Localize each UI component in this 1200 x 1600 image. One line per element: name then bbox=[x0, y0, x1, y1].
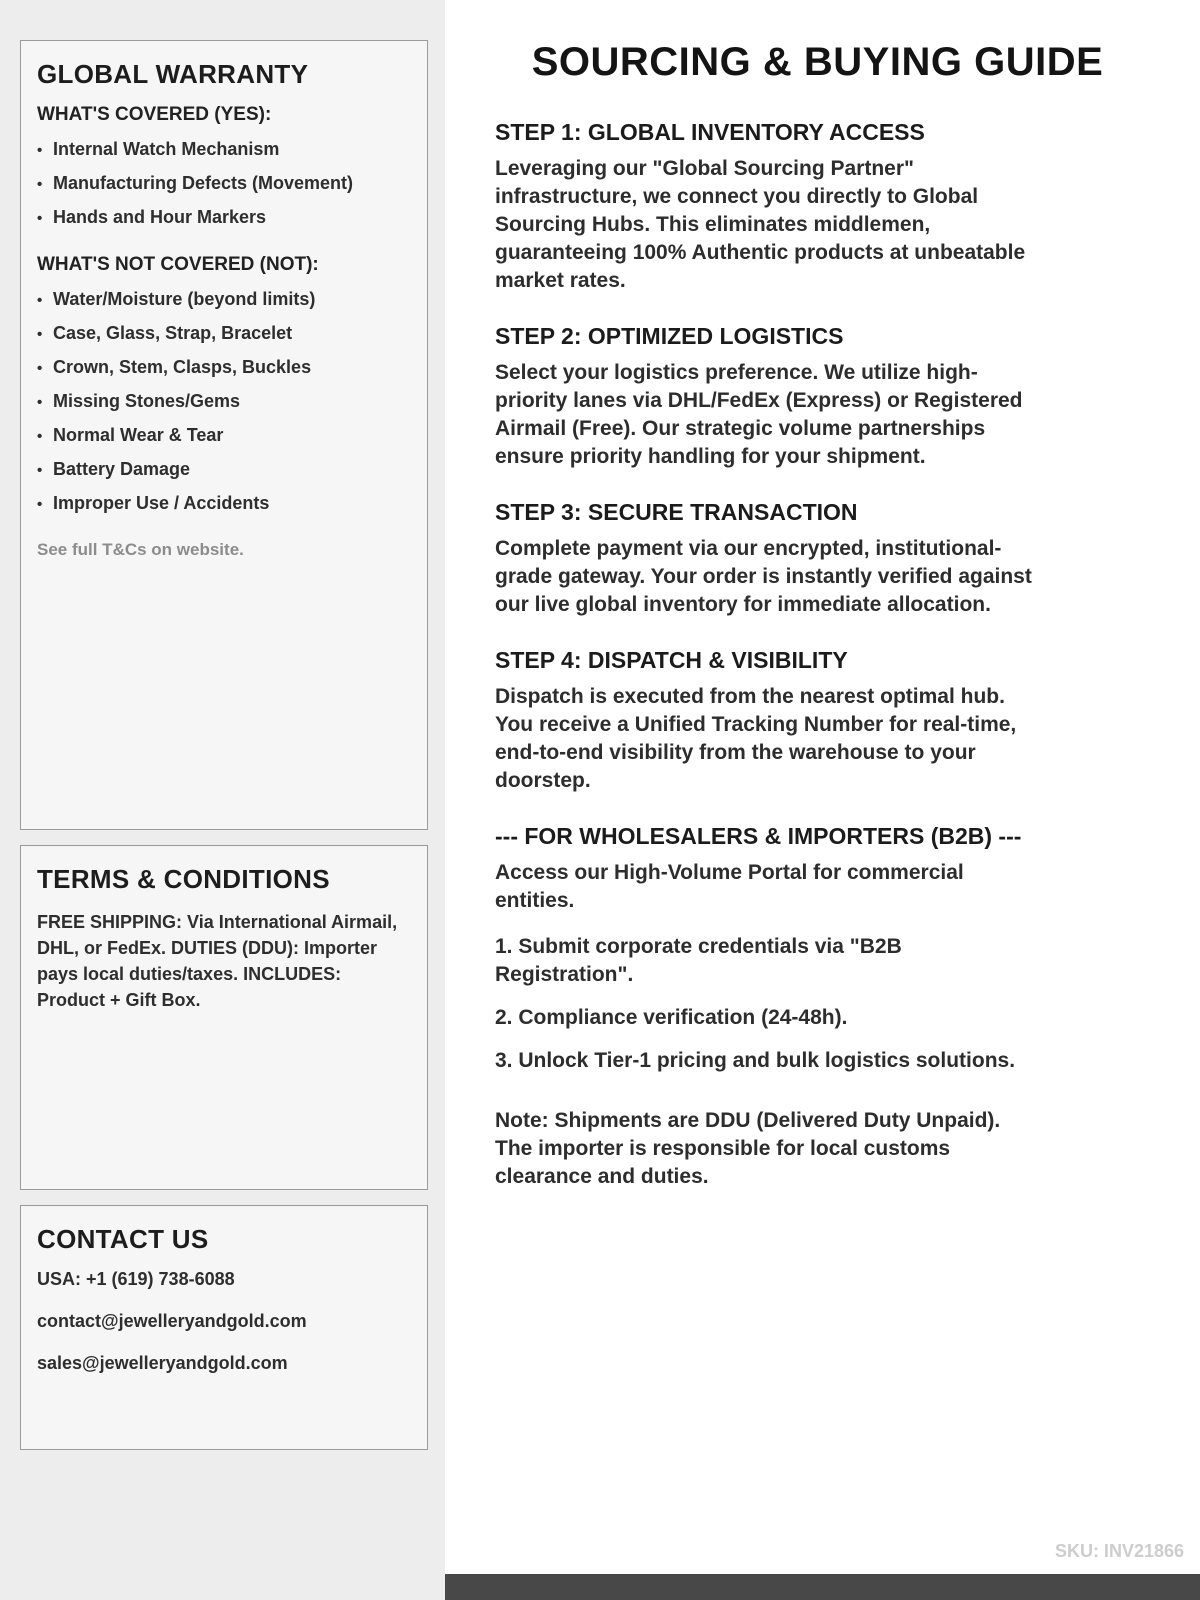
step-2-body: Select your logistics preference. We utilize high-priority lanes via DHL/FedEx (Express) or Registered Airmail (Free). Our strategic volume partnerships ensure priority handling for your shipment. bbox=[495, 361, 1023, 468]
step-2-heading: STEP 2: OPTIMIZED LOGISTICS bbox=[495, 323, 844, 349]
b2b-note: Note: Shipments are DDU (Delivered Duty Unpaid). The importer is responsible for local customs clearance and duties. bbox=[495, 1109, 1001, 1188]
b2b-intro: Access our High-Volume Portal for commercial entities. bbox=[495, 861, 964, 912]
list-item: • Crown, Stem, Clasps, Buckles bbox=[37, 356, 411, 378]
step-4-body: Dispatch is executed from the nearest optimal hub. You receive a Unified Tracking Number for real-time, end-to-end visibility from the warehouse to your doorstep. bbox=[495, 685, 1017, 792]
list-item: • Water/Moisture (beyond limits) bbox=[37, 288, 411, 310]
warranty-title: GLOBAL WARRANTY bbox=[37, 59, 309, 89]
not-covered-title: WHAT'S NOT COVERED (NOT): bbox=[37, 254, 319, 275]
step-1 bbox=[495, 119, 1140, 295]
list-item: • Improper Use / Accidents bbox=[37, 492, 411, 514]
b2b-item: 1. Submit corporate credentials via "B2B Registration". bbox=[495, 935, 902, 986]
main-content bbox=[445, 0, 1200, 1600]
sidebar bbox=[0, 0, 445, 1600]
list-item: • Case, Glass, Strap, Bracelet bbox=[37, 322, 411, 344]
contact-card bbox=[20, 1205, 428, 1450]
step-1-body: Leveraging our "Global Sourcing Partner" infrastructure, we connect you directly to Global Sourcing Hubs. This eliminates middlemen, guaranteeing 100% Authentic products at unbeatable market rates. bbox=[495, 157, 1026, 292]
warranty-footnote: See full T&Cs on website. bbox=[37, 540, 244, 559]
contact-email-primary: contact@jewelleryandgold.com bbox=[37, 1311, 307, 1331]
contact-email-sales: sales@jewelleryandgold.com bbox=[37, 1353, 288, 1373]
covered-title: WHAT'S COVERED (YES): bbox=[37, 104, 272, 125]
terms-title: TERMS & CONDITIONS bbox=[37, 864, 330, 894]
footer-bar bbox=[445, 1574, 1200, 1600]
b2b-item: 3. Unlock Tier-1 pricing and bulk logistics solutions. bbox=[495, 1049, 1016, 1072]
warranty-card bbox=[20, 40, 428, 830]
list-item: • Hands and Hour Markers bbox=[37, 206, 411, 228]
b2b-section bbox=[495, 823, 1140, 1191]
page-title: SOURCING & BUYING GUIDE bbox=[531, 40, 1104, 84]
covered-list bbox=[37, 138, 411, 228]
terms-body: FREE SHIPPING: Via International Airmail, DHL, or FedEx. DUTIES (DDU): Importer pays local duties/taxes. INCLUDES: Product + Gift Box. bbox=[37, 912, 398, 1010]
b2b-heading: --- FOR WHOLESALERS & IMPORTERS (B2B) --- bbox=[495, 823, 1022, 849]
step-4-heading: STEP 4: DISPATCH & VISIBILITY bbox=[495, 647, 848, 673]
list-item: • Battery Damage bbox=[37, 458, 411, 480]
step-3-body: Complete payment via our encrypted, institutional-grade gateway. Your order is instantly verified against our live global inventory for immediate allocation. bbox=[495, 537, 1032, 616]
step-1-heading: STEP 1: GLOBAL INVENTORY ACCESS bbox=[495, 119, 925, 145]
not-covered-list bbox=[37, 288, 411, 514]
sku-label: SKU: INV21866 bbox=[1054, 1541, 1184, 1561]
contact-title: CONTACT US bbox=[37, 1224, 209, 1254]
contact-phone: USA: +1 (619) 738-6088 bbox=[37, 1269, 235, 1289]
list-item: • Manufacturing Defects (Movement) bbox=[37, 172, 411, 194]
step-2 bbox=[495, 323, 1140, 471]
step-3 bbox=[495, 499, 1140, 619]
list-item: • Normal Wear & Tear bbox=[37, 424, 411, 446]
terms-card bbox=[20, 845, 428, 1190]
step-4 bbox=[495, 647, 1140, 795]
step-3-heading: STEP 3: SECURE TRANSACTION bbox=[495, 499, 858, 525]
list-item: • Missing Stones/Gems bbox=[37, 390, 411, 412]
list-item: • Internal Watch Mechanism bbox=[37, 138, 411, 160]
b2b-item: 2. Compliance verification (24-48h). bbox=[495, 1006, 848, 1029]
